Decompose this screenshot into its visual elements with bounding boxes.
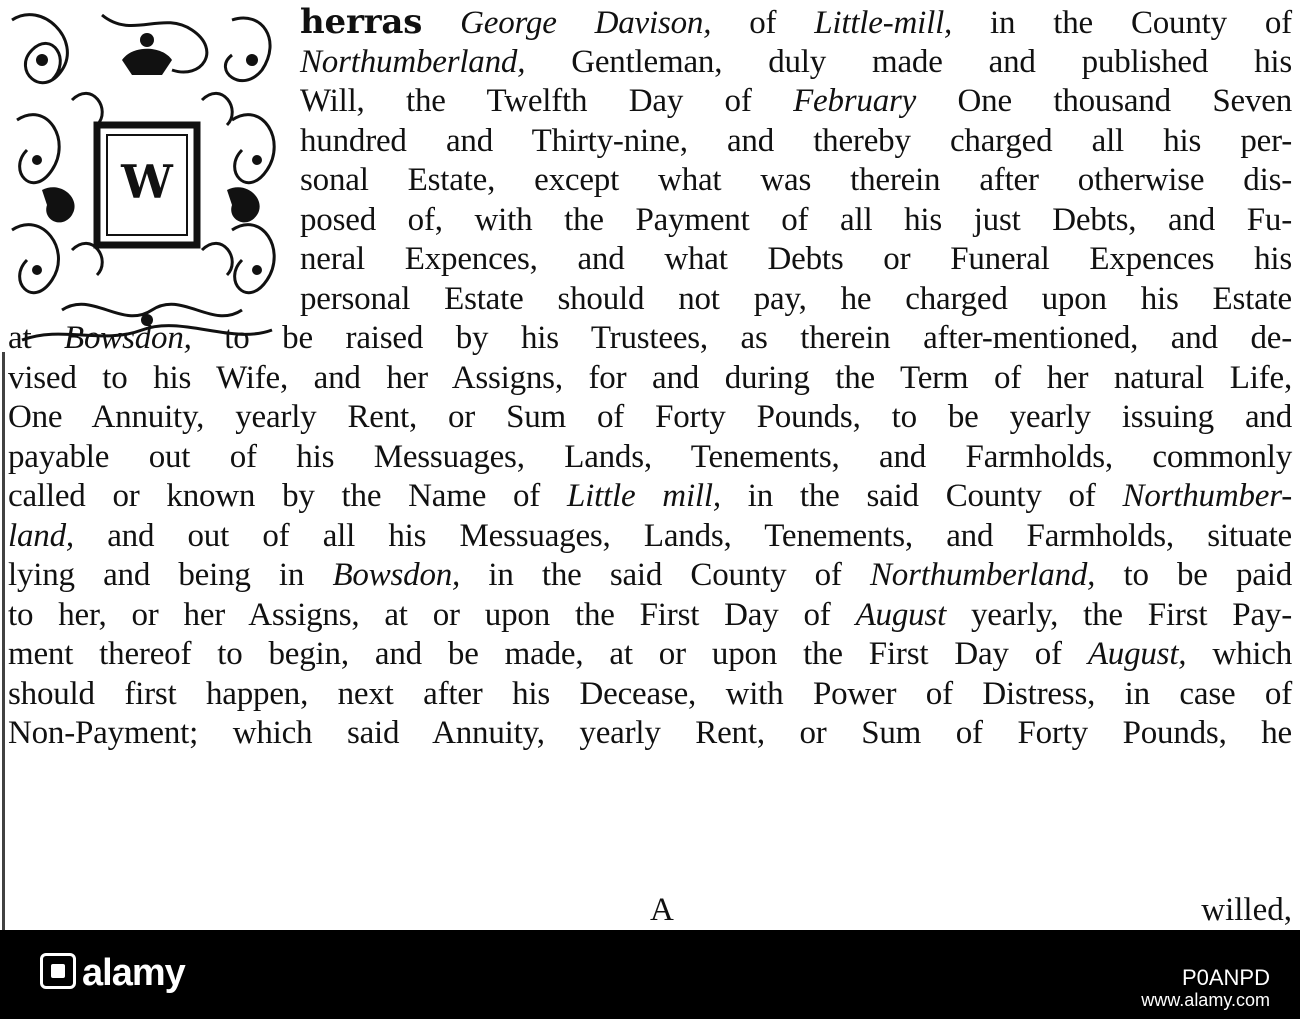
text-line — [300, 2, 1292, 43]
logo-mark-icon — [40, 953, 76, 989]
text-segment: payable out of his Messuages, Lands, Tenements, and Farmholds, commonly — [8, 438, 1292, 475]
text-segment: herras — [300, 2, 423, 42]
text-line — [8, 595, 1292, 635]
page-edge-rule — [2, 250, 5, 930]
text-line — [300, 200, 1292, 240]
text-segment: Northumber- — [1122, 478, 1292, 514]
text-segment: Northumberland, — [300, 43, 526, 80]
signature-mark: A — [650, 892, 674, 928]
text-line — [8, 397, 1292, 437]
text-segment: Bowsdon, — [332, 557, 461, 593]
catchword: willed, — [1201, 892, 1292, 928]
text-segment: Non-Payment; which said Annuity, yearly Rent, or Sum of Forty Pounds, he — [8, 715, 1292, 751]
text-line — [300, 42, 1292, 82]
text-line — [8, 476, 1292, 516]
text-line — [8, 358, 1292, 398]
ornamental-dropcap — [2, 0, 290, 352]
stock-footer-bar — [0, 930, 1300, 1019]
text-segment: in the County of — [952, 5, 1292, 41]
text-segment: Bowsdon, — [64, 320, 192, 356]
text-segment: land, — [8, 517, 74, 554]
text-line — [300, 121, 1292, 161]
text-line — [8, 674, 1292, 714]
stock-image-id: P0ANPD — [1181, 965, 1270, 990]
text-segment: Northumberland, — [869, 557, 1096, 593]
stock-url: www.alamy.com — [1141, 990, 1270, 1010]
text-segment: Gentleman, duly made and published his — [525, 43, 1292, 80]
text-segment: lying and being in — [8, 557, 333, 593]
text-segment: posed of, with the Payment of all his just Debts, and Fu- — [300, 201, 1292, 238]
text-segment: Little mill, — [566, 478, 721, 514]
text-segment: Will, the Twelfth Day of — [300, 83, 794, 119]
text-segment: personal Estate should not pay, he charged upon his Estate — [300, 280, 1292, 317]
text-line — [8, 555, 1292, 595]
text-segment: February — [793, 83, 917, 119]
text-segment: and out of all his Messuages, Lands, Tenements, and Farmholds, situate — [73, 517, 1292, 554]
stock-logo-text: alamy — [82, 952, 185, 994]
text-segment: sonal Estate, except what was therein after otherwise dis- — [300, 162, 1292, 198]
text-segment: vised to his Wife, and her Assigns, for and during the Term of her natural Life, — [8, 359, 1292, 396]
text-segment: in the said County of — [460, 557, 870, 593]
text-segment: to be paid — [1095, 557, 1292, 593]
text-segment: to her, or her Assigns, at or upon the First Day of — [8, 596, 856, 633]
text-segment: Little-mill, — [814, 5, 953, 41]
text-line — [300, 160, 1292, 200]
text-segment — [422, 5, 460, 41]
text-segment: August — [855, 596, 947, 633]
text-segment: to be raised by his Trustees, as therein after-mentioned, and de- — [191, 320, 1293, 356]
text-line — [8, 713, 1292, 753]
text-segment: should first happen, next after his Decease, with Power of Distress, in case of — [8, 675, 1292, 712]
text-segment: One thousand Seven — [916, 83, 1292, 119]
text-segment: August, — [1087, 636, 1187, 672]
text-segment: George Davison, — [460, 5, 712, 41]
text-line — [300, 279, 1292, 319]
text-line — [300, 81, 1292, 121]
text-segment: One Annuity, yearly Rent, or Sum of Forty Pounds, to be yearly issuing and — [8, 399, 1292, 435]
text-segment: which — [1186, 636, 1292, 672]
stock-logo — [40, 952, 185, 995]
text-line — [300, 239, 1292, 279]
text-segment: hundred and Thirty-nine, and thereby charged all his per- — [300, 122, 1292, 159]
text-segment: of — [711, 5, 815, 41]
text-segment: yearly, the First Pay- — [946, 596, 1292, 633]
text-line — [8, 516, 1292, 556]
text-line — [8, 437, 1292, 477]
text-segment: ment thereof to begin, and be made, at or upon the First Day of — [8, 636, 1088, 672]
text-segment: called or known by the Name of — [8, 478, 567, 514]
text-line — [8, 318, 1292, 358]
text-segment: at — [8, 320, 65, 356]
text-segment: in the said County of — [720, 478, 1123, 514]
text-segment: neral Expences, and what Debts or Funeral Expences his — [300, 241, 1292, 277]
text-line — [8, 634, 1292, 674]
dropcap-letter: W — [121, 155, 173, 209]
